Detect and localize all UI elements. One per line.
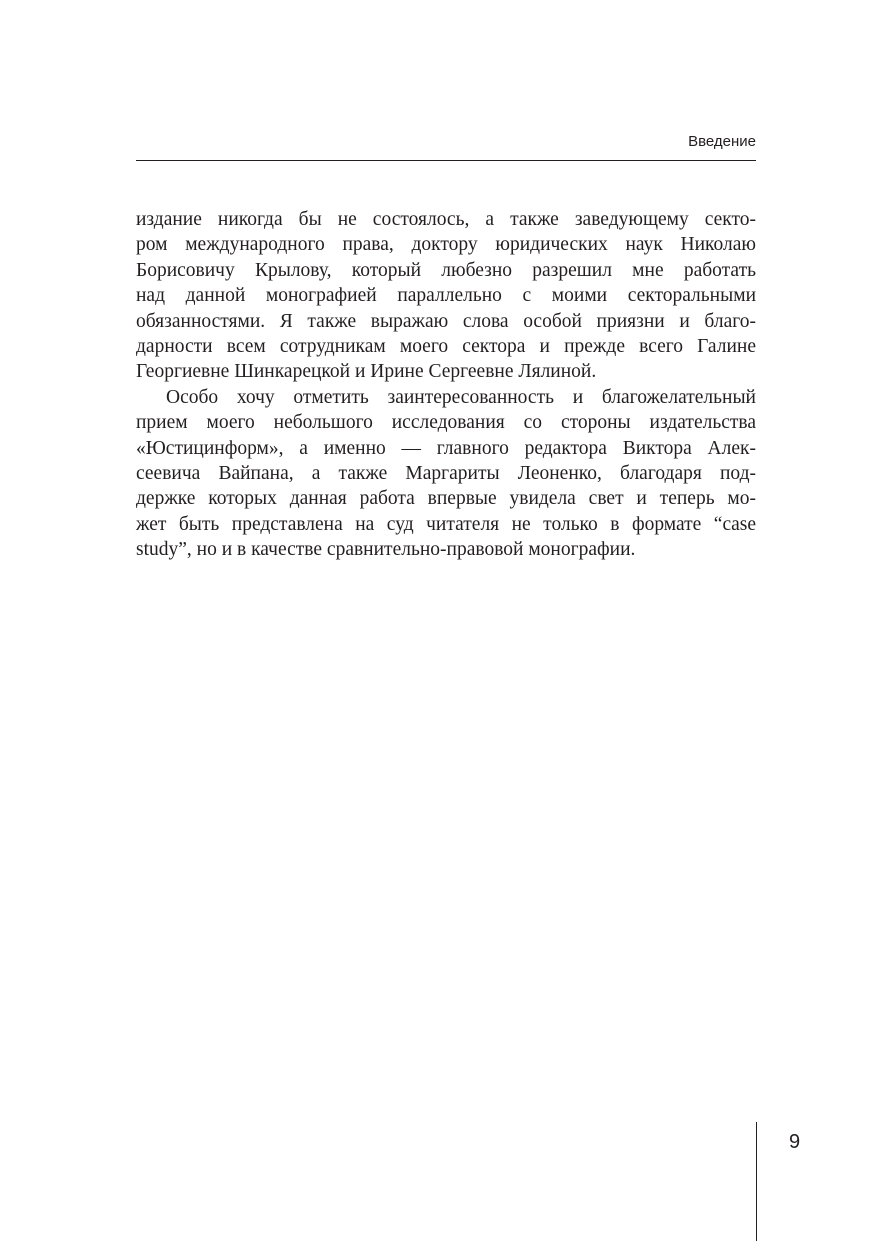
text-line: издание никогда бы не состоялось, а также заведующему секто-	[136, 209, 756, 230]
text-line: обязанностями. Я также выражаю слова особой приязни и благо-	[136, 310, 756, 332]
text-line: Особо хочу отметить заинтересованность и благожелательный	[166, 386, 756, 408]
text-line: Борисовичу Крылову, который любезно разрешил мне работать	[136, 259, 756, 281]
paragraph-2	[136, 385, 756, 563]
text-line: дарности всем сотрудникам моего сектора и прежде всего Галине	[136, 336, 756, 358]
page-number: 9	[789, 1131, 801, 1153]
text-line: держке которых данная работа впервые увидела свет и теперь мо-	[136, 488, 756, 510]
text-line: над данной монографией параллельно с моими секторальными	[136, 285, 756, 307]
text-line: сеевича Вайпана, а также Маргариты Леоненко, благодаря под-	[136, 463, 756, 485]
text-line: прием моего небольшого исследования со стороны издательства	[136, 412, 756, 434]
text-line: study”, но и в качестве сравнительно-правовой монографии.	[136, 539, 636, 561]
text-line: ром международного права, доктору юридических наук Николаю	[136, 234, 756, 256]
text-line: Георгиевне Шинкарецкой и Ирине Сергеевне Лялиной.	[136, 361, 597, 383]
text-line: «Юстицинформ», а именно — главного редактора Виктора Алек-	[136, 437, 756, 459]
running-head-title: Введение	[688, 133, 756, 150]
body-text	[136, 207, 756, 563]
paragraph-1	[136, 207, 756, 385]
text-line: жет быть представлена на суд читателя не только в формате “case	[136, 513, 756, 535]
header-rule	[136, 160, 756, 161]
folio-rule	[756, 1122, 757, 1241]
